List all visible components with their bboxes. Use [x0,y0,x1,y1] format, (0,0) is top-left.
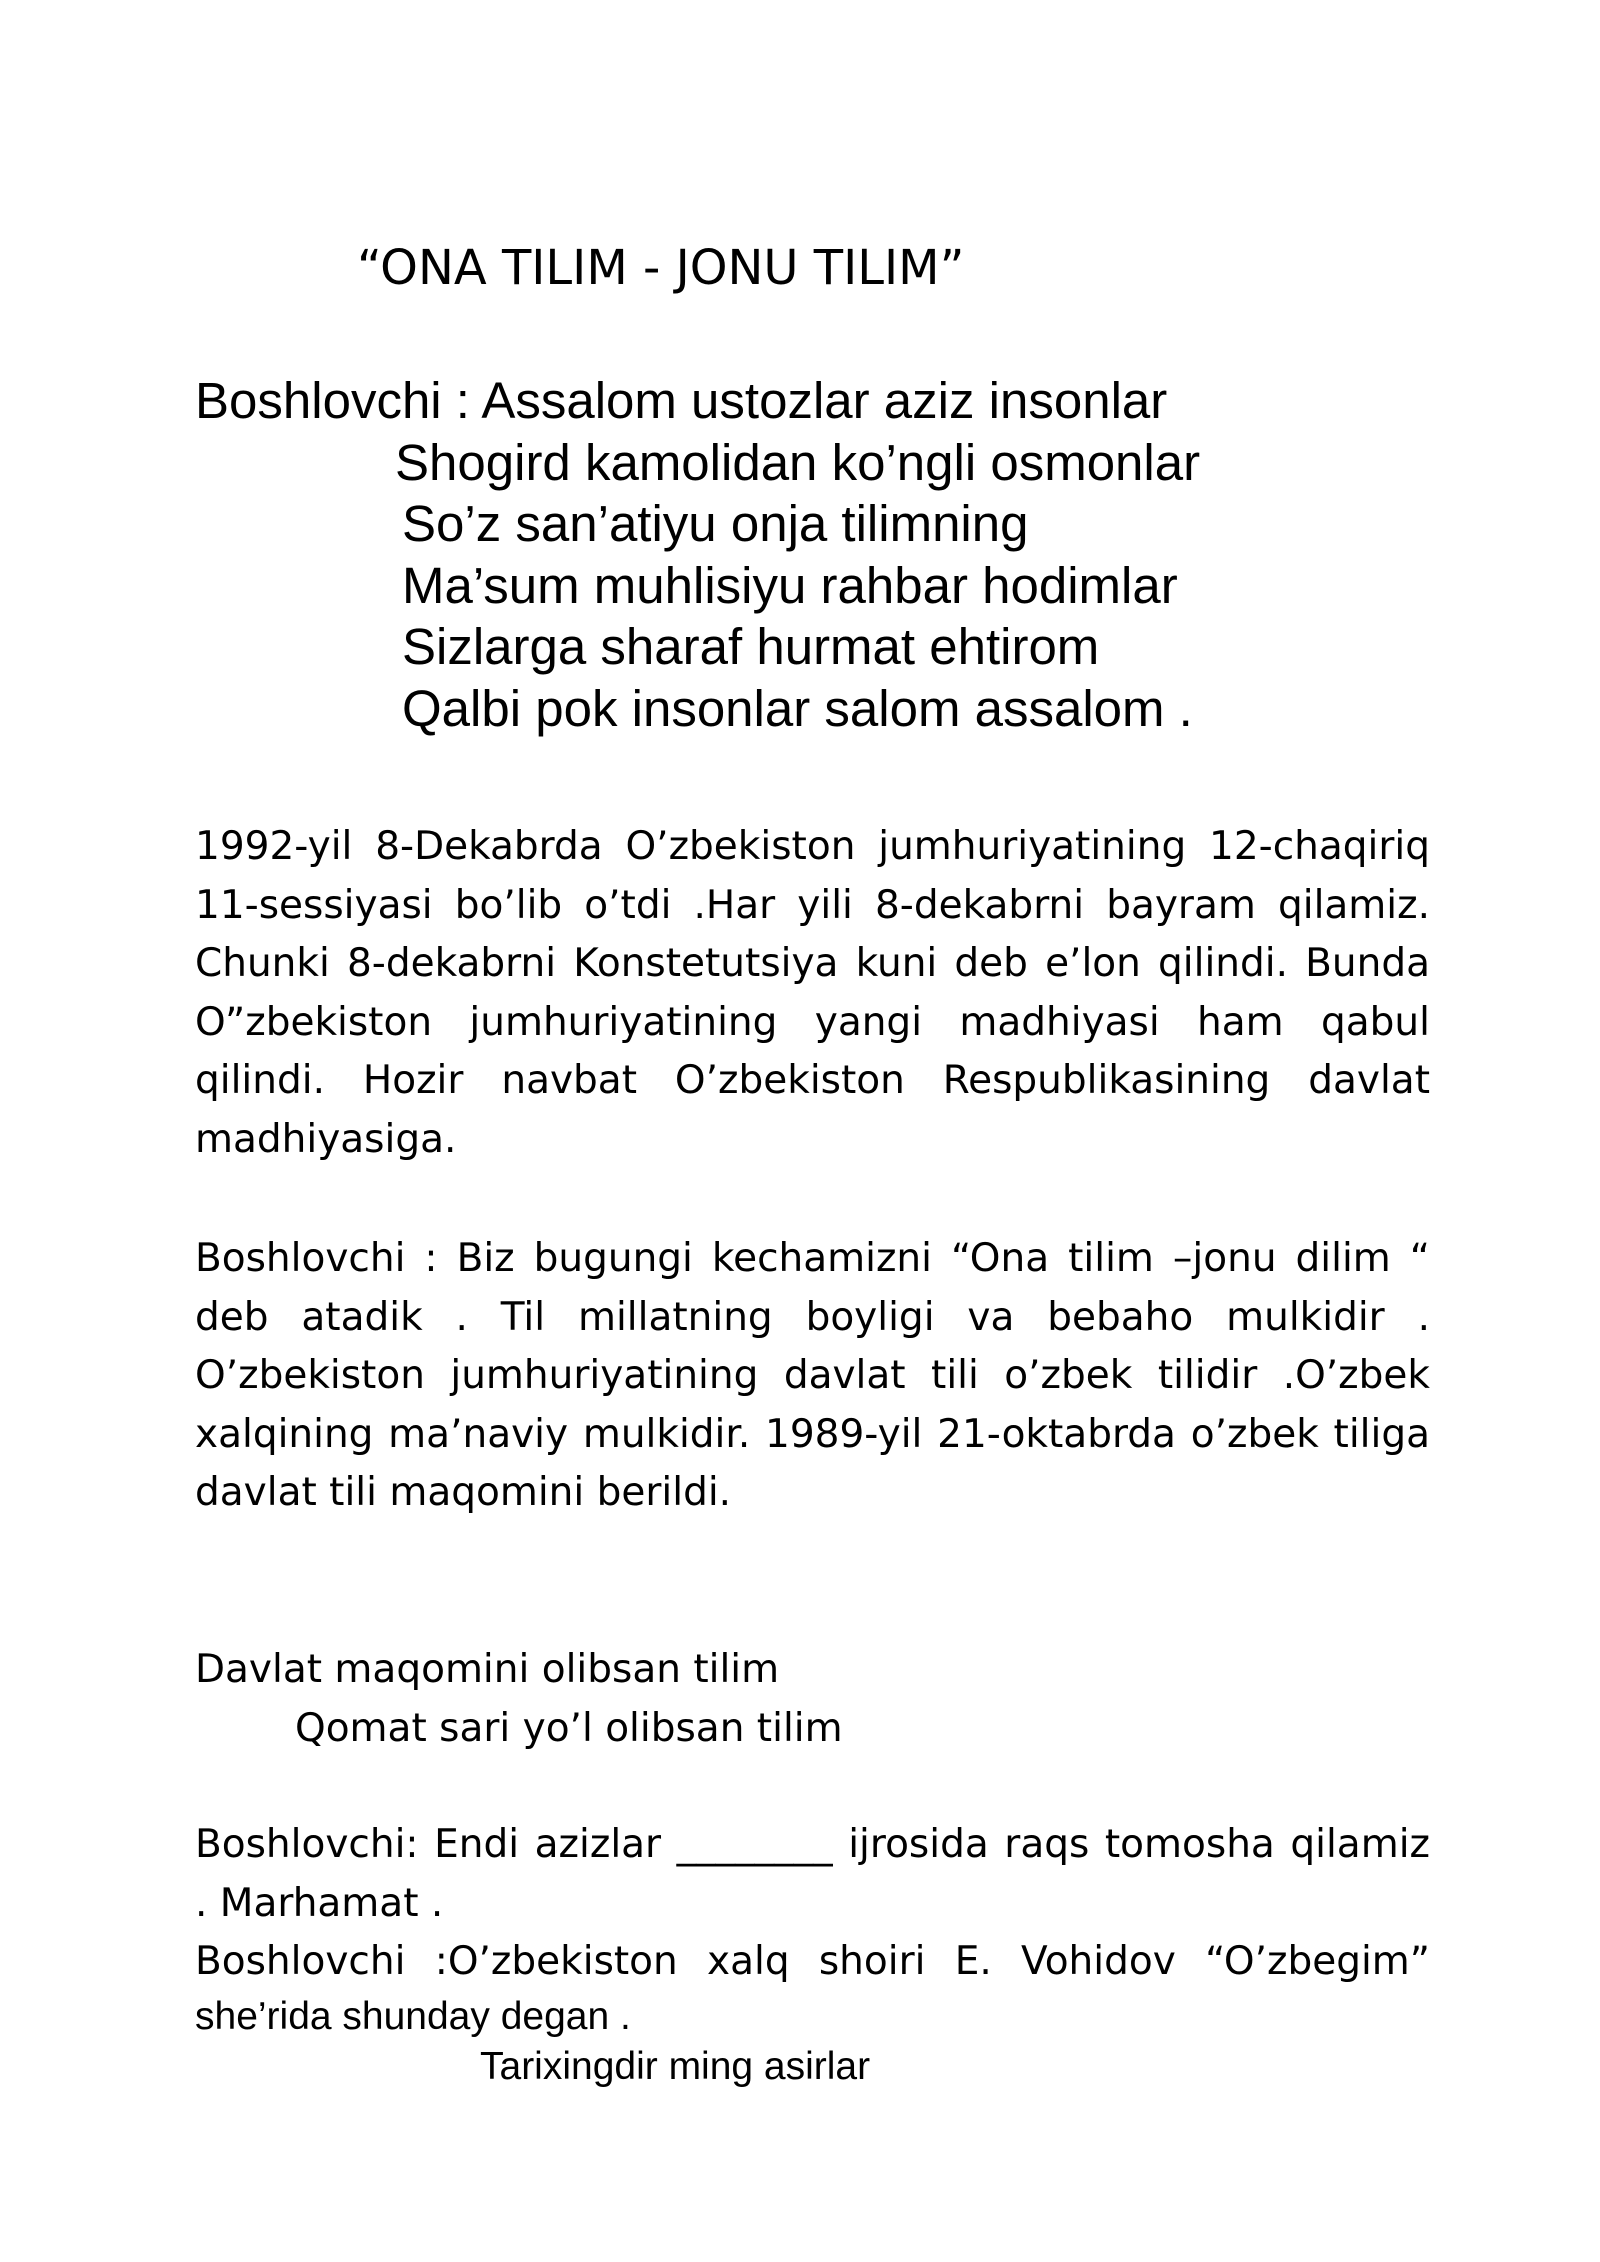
verse-line: Boshlovchi : Assalom ustozlar aziz insonlar [195,372,1168,429]
document-title: “ONA TILIM - JONU TILIM” [357,240,965,296]
verse-line: Sizlarga sharaf hurmat ehtirom [402,618,1100,675]
verse-line: Davlat maqomini olibsan tilim [195,1647,780,1692]
paragraph-dance: Boshlovchi: Endi azizlar ________ ijrosida raqs tomosha qilamiz . Marhamat . [195,1822,1430,1926]
paragraph-poet-line1: Boshlovchi :O’zbekiston xalq shoiri E. Vohidov “O’zbegim” [195,1939,1430,1984]
paragraph-poet-line2: she’rida shunday degan . [195,1995,631,2038]
paragraph-language: Boshlovchi : Biz bugungi kechamizni “Ona tilim –jonu dilim “ deb atadik . Til millatning boyligi va bebaho mulkidir . O’zbekiston jumhuriyatining davlat tili o’zbek tilidir .O’zbek xalqining ma’naviy mulkidir. 1989-yil 21-oktabrda o’zbek tiliga davlat tili maqomini berildi. [195,1236,1430,1515]
verse-line: Shogird kamolidan ko’ngli osmonlar [395,433,1201,491]
language-verse [195,1640,843,1758]
paragraph-constitution: 1992-yil 8-Dekabrda O’zbekiston jumhuriyatining 12-chaqiriq 11-sessiyasi bo’lib o’tdi .Har yili 8-dekabrni bayram qilamiz. Chunki 8-dekabrni Konstetutsiya kuni deb e’lon qilindi. Bunda O”zbekiston jumhuriyatining yangi madhiyasi ham qabul qilindi. Hozir navbat O’zbekiston Respublikasining davlat madhiyasiga. [195,824,1430,1162]
verse-line: Ma’sum muhlisiyu rahbar hodimlar [402,556,1178,614]
verse-line: Qalbi pok insonlar salom assalom . [402,679,1193,737]
verse-line: So’z san’atiyu onja tilimning [402,495,1029,552]
opening-verse [195,370,1200,739]
poem-line: Tarixingdir ming asirlar [480,2045,871,2088]
verse-line: Qomat sari yo’l olibsan tilim [295,1706,843,1751]
